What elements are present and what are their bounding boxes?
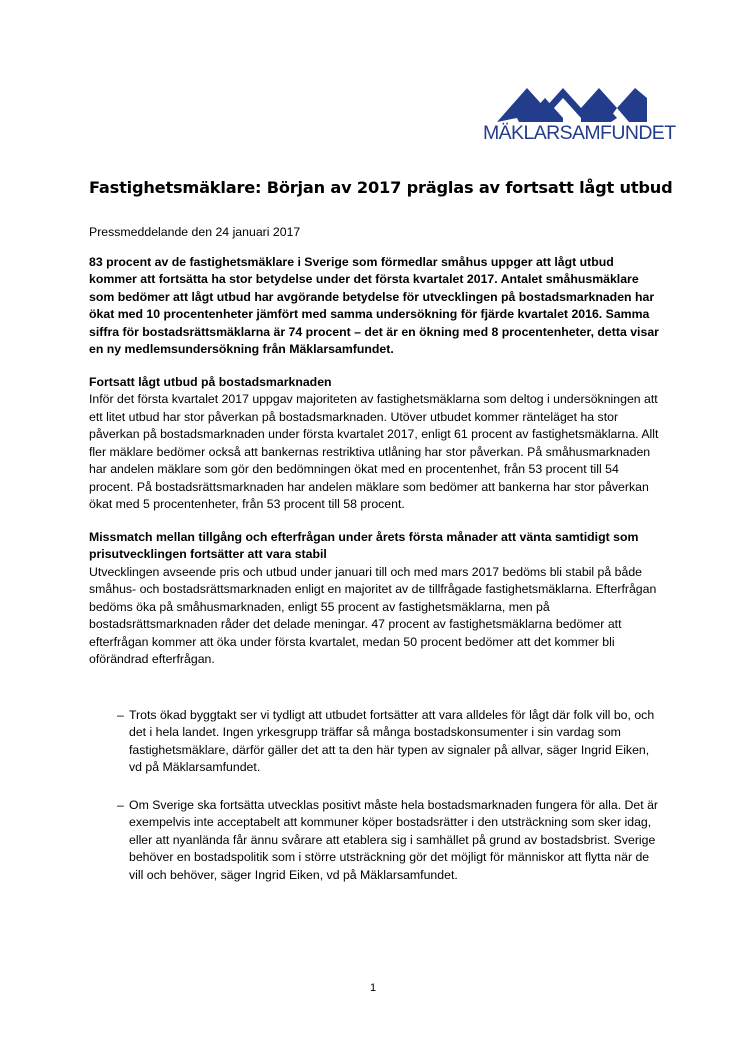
- logo-text: MÄKLARSAMFUNDET: [483, 122, 676, 144]
- section-body: Utvecklingen avseende pris och utbud under januari till och med mars 2017 bedöms bli stabil på både småhus- och bostadsrättsmarknaden enligt en majoritet av de tillfrågade fastighetsmäklarna. Efterfrågan bedöms öka på småhusmarknaden, enligt 55 procent av fastighetsmäklarna, men på bostadsrättsmarknaden råder det delade meningar. 47 procent av fastighetsmäklarna bedömer att efterfrågan kommer att öka under första kvartalet, medan 50 procent bedömer att det kommer bli oförändrad efterfrågan.: [89, 564, 657, 666]
- quote-item: [89, 797, 664, 885]
- press-release-date: Pressmeddelande den 24 januari 2017: [89, 225, 301, 239]
- dash-bullet: –: [117, 707, 124, 722]
- quote-item: [89, 707, 664, 777]
- dash-bullet: –: [117, 797, 124, 812]
- section-low-supply: [89, 374, 664, 514]
- roofs-logo-icon: [497, 88, 647, 122]
- section-body: Inför det första kvartalet 2017 uppgav majoriteten av fastighetsmäklarna som deltog i undersökningen att ett litet utbud har stor påverkan på bostadsmarknaden. Utöver utbudet kommer ränteläget ha stor påverkan på bostadsmarknaden under första kvartalet 2017, enligt 61 procent av fastighetsmäklarna. Allt fler mäklare bedömer också att bankernas restriktiva utlåning har stor påverkan. På småhusmarknaden har andelen mäklare som gör den bedömningen ökat med en procentenhet, från 53 procent till 54 procent. På bostadsrättsmarknaden har andelen mäklare som bedömer att bankerna har stor påverkan ökat med 5 procentenheter, från 53 procent till 58 procent.: [89, 392, 659, 511]
- lead-paragraph: 83 procent av de fastighetsmäklare i Sverige som förmedlar småhus uppger att lågt utbud kommer att fortsätta ha stor betydelse under det första kvartalet 2017. Antalet småhusmäklare som bedömer att lågt utbud har avgörande betydelse för utvecklingen på bostadsmarknaden har ökat med 10 procentenheter jämfört med samma undersökning för fjärde kvartalet 2016. Samma siffra för bostadsrättsmäklarna är 74 procent – det är en ökning med 8 procentenheter, detta visar en ny medlemsundersökning från Mäklarsamfundet.: [89, 254, 659, 356]
- section-mismatch: [89, 529, 664, 669]
- quote-text: Om Sverige ska fortsätta utvecklas positivt måste hela bostadsmarknaden fungera för alla. Det är exempelvis inte acceptabelt att kommuner köper bostadsrätter i den utsträckning som sker idag, eller att nyanlända får ännu svårare att etablera sig i samhället på grund av bostadsbrist. Sverige behöver en bostadspolitik som i större utsträckning gör det möjligt för människor att flytta när de vill och behöver, säger Ingrid Eiken, vd på Mäklarsamfundet.: [129, 797, 659, 882]
- maklarsamfundet-logo: [483, 88, 676, 150]
- page-title: Fastighetsmäklare: Början av 2017 präglas av fortsatt lågt utbud: [89, 178, 673, 197]
- page-number: 1: [369, 982, 377, 994]
- quote-text: Trots ökad byggtakt ser vi tydligt att utbudet fortsätter att vara alldeles för lågt där folk vill bo, och det i hela landet. Ingen yrkesgrupp träffar så många bostadskonsumenter i sin vardag som fastighetsmäklare, därför gäller det att ta den här typen av signaler på allvar, säger Ingrid Eiken, vd på Mäklarsamfundet.: [129, 707, 655, 774]
- section-heading: Missmatch mellan tillgång och efterfrågan under årets första månader att vänta samtidigt som prisutvecklingen fortsätter att vara stabil: [89, 529, 639, 561]
- section-heading: Fortsatt lågt utbud på bostadsmarknaden: [89, 374, 332, 389]
- document-body: [89, 224, 664, 904]
- quotes-list: [89, 707, 664, 885]
